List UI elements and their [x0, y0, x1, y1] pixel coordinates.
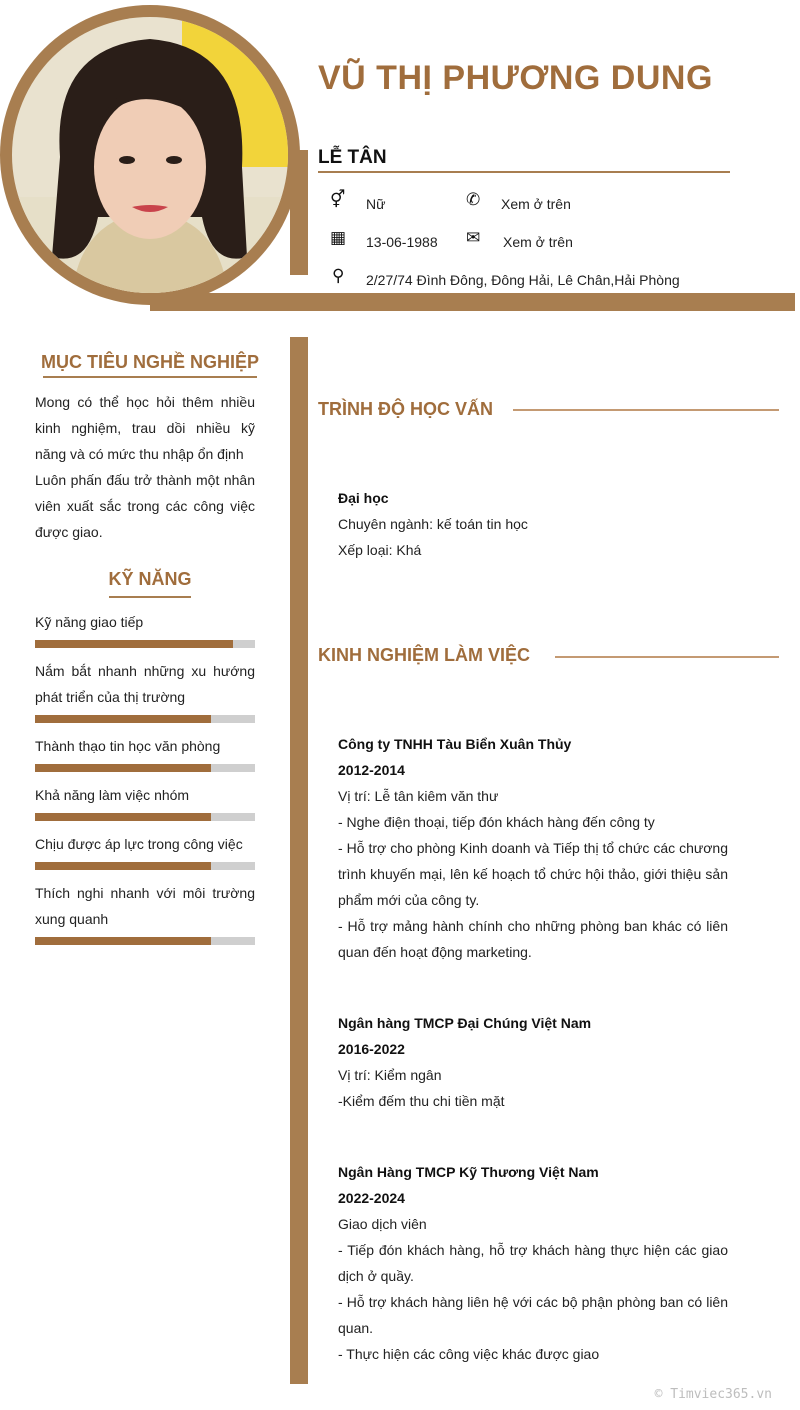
job-detail: - Thực hiện các công việc khác được giao — [338, 1346, 600, 1362]
candidate-name: VŨ THỊ PHƯƠNG DUNG — [318, 59, 713, 97]
experience-title-rule — [555, 656, 779, 658]
skill-bar-fill — [35, 862, 211, 870]
skill-bar — [35, 640, 255, 648]
skill-bar-fill — [35, 640, 233, 648]
job-detail: - Hỗ trợ mảng hành chính cho những phòng ban khác có liên quan đến hoạt động marketing. — [338, 918, 728, 960]
job-period: 2016-2022 — [338, 1041, 405, 1057]
job-detail: -Kiểm đếm thu chi tiền mặt — [338, 1093, 505, 1109]
skill-label: Kỹ năng giao tiếp — [35, 614, 144, 630]
skill-bar — [35, 937, 255, 945]
education-grade: Xếp loại: Khá — [338, 542, 422, 558]
skill-label: Chịu được áp lực trong công việc — [35, 836, 243, 852]
job-detail: - Hỗ trợ khách hàng liên hệ với các bộ phận phòng ban có liên quan. — [338, 1294, 728, 1336]
objective-text-2: Luôn phấn đấu trở thành một nhân viên xuất sắc trong các công việc được giao. — [35, 472, 255, 540]
skill-label: Thành thạo tin học văn phòng — [35, 738, 221, 754]
job-company: Công ty TNHH Tàu Biển Xuân Thủy — [338, 736, 572, 752]
job-detail: - Nghe điện thoại, tiếp đón khách hàng đến công ty — [338, 814, 655, 830]
header-horizontal-accent — [150, 293, 795, 311]
job-title: LỄ TÂN — [318, 147, 387, 168]
experience-title: KINH NGHIỆM LÀM VIỆC — [318, 645, 531, 665]
profile-photo — [12, 17, 288, 293]
skill-bar — [35, 764, 255, 772]
column-divider — [290, 337, 308, 1384]
job-period: 2012-2014 — [338, 762, 405, 778]
email-icon: ✉ — [466, 228, 481, 247]
birthday-value: 13-06-1988 — [366, 234, 438, 250]
job-entry — [338, 731, 728, 965]
phone-value: Xem ở trên — [501, 196, 571, 212]
watermark: © Timviec365.vn — [654, 1387, 772, 1402]
skill-label: Nắm bắt nhanh những xu hướng phát triển của thị trường — [35, 663, 255, 705]
skill-label: Thích nghi nhanh với môi trường xung quanh — [35, 885, 255, 927]
address-value: 2/27/74 Đình Đông, Đông Hải, Lê Chân,Hải Phòng — [366, 272, 680, 288]
education-entry — [338, 485, 728, 563]
email-value: Xem ở trên — [503, 234, 573, 250]
education-major: Chuyên ngành: kế toán tin học — [338, 516, 528, 532]
skill-bar-fill — [35, 937, 211, 945]
skills-title: KỸ NĂNG — [108, 569, 192, 589]
skill-label: Khả năng làm việc nhóm — [35, 787, 190, 803]
skill-bar — [35, 862, 255, 870]
skills-title-underline — [109, 596, 191, 598]
job-entry — [338, 1010, 728, 1114]
job-detail: Vị trí: Kiểm ngân — [338, 1067, 442, 1083]
location-pin-icon: ⚲ — [332, 266, 345, 285]
job-company: Ngân hàng TMCP Đại Chúng Việt Nam — [338, 1015, 592, 1031]
calendar-icon: ▦ — [330, 228, 347, 247]
gender-value: Nữ — [366, 196, 386, 212]
job-period: 2022-2024 — [338, 1190, 405, 1206]
header-vertical-accent — [290, 150, 308, 275]
skill-bar — [35, 813, 255, 821]
skill-bar-fill — [35, 813, 211, 821]
job-detail: Giao dịch viên — [338, 1216, 427, 1232]
job-title-underline — [318, 171, 730, 173]
education-title-rule — [513, 409, 779, 411]
objective-title: MỤC TIÊU NGHỀ NGHIỆP — [40, 352, 259, 372]
education-title: TRÌNH ĐỘ HỌC VẤN — [318, 399, 493, 419]
education-degree: Đại học — [338, 490, 389, 506]
job-detail: Vị trí: Lễ tân kiêm văn thư — [338, 788, 499, 804]
gender-icon: ⚥ — [330, 190, 346, 209]
phone-icon: ✆ — [466, 190, 481, 209]
job-company: Ngân Hàng TMCP Kỹ Thương Việt Nam — [338, 1164, 599, 1180]
job-detail: - Tiếp đón khách hàng, hỗ trợ khách hàng thực hiện các giao dịch ở quầy. — [338, 1242, 728, 1284]
job-detail: - Hỗ trợ cho phòng Kinh doanh và Tiếp thị tổ chức các chương trình khuyến mại, lên kế hoạch tổ chức hội thảo, giới thiệu sản phẩm mới của công ty. — [338, 840, 728, 908]
skill-bar-fill — [35, 764, 211, 772]
objective-title-underline — [43, 376, 257, 378]
job-entry — [338, 1159, 728, 1367]
skill-bar-fill — [35, 715, 211, 723]
skill-bar — [35, 715, 255, 723]
objective-text-1: Mong có thể học hỏi thêm nhiều kinh nghiệm, trau dồi nhiều kỹ năng và có mức thu nhập ổn định — [35, 394, 255, 462]
